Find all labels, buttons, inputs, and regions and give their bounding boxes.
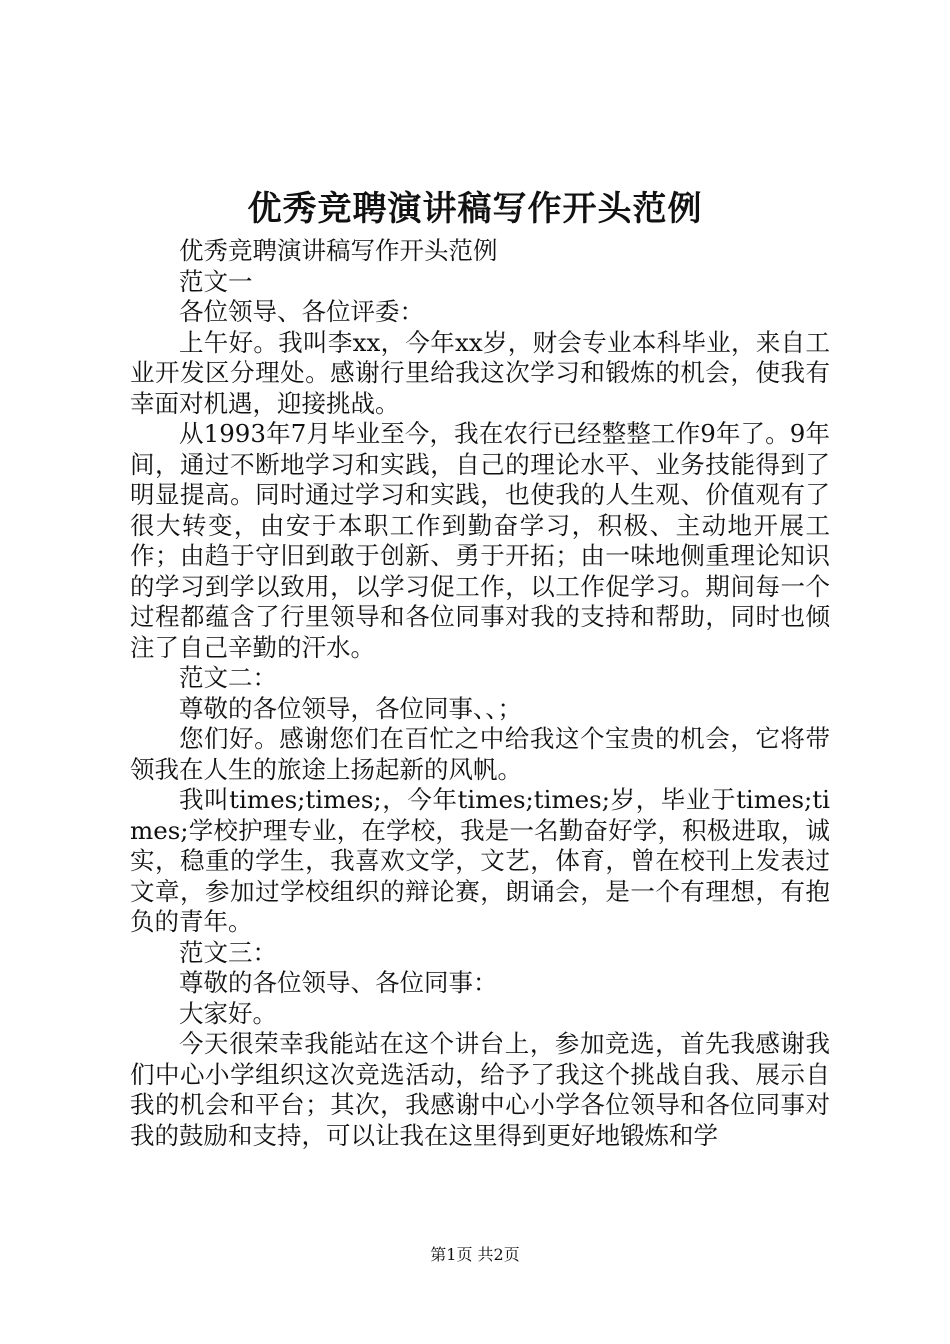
paragraph-heading-sample-1: 范文一 — [179, 266, 253, 296]
paragraph-body: 我叫times;times;，今年times;times;岁，毕业于times;times;学校护理专业，在学校，我是一名勤奋好学，积极进取，诚实，稳重的学生，我喜欢文学，文艺，体育，曾在校刊上发表过文章，参加过学校组织的辩论赛，朗诵会，是一个有理想，有抱负的青年。 — [130, 785, 830, 936]
document-title: 优秀竞聘演讲稿写作开头范例 — [247, 189, 703, 229]
paragraph-body: 您们好。感谢您们在百忙之中给我这个宝贵的机会，它将带领我在人生的旅途上扬起新的风帆。 — [130, 724, 830, 784]
paragraph-salutation-2: 尊敬的各位领导，各位同事、、； — [179, 693, 522, 723]
paragraph-body: 今天很荣幸我能站在这个讲台上，参加竞选，首先我感谢我们中心小学组织这次竞选活动，给予了我这个挑战自我、展示自我的机会和平台；其次，我感谢中心小学各位领导和各位同事对我的鼓励和支持，可以让我在这里得到更好地锻炼和学 — [130, 1029, 830, 1150]
paragraph-subtitle: 优秀竞聘演讲稿写作开头范例 — [179, 236, 498, 265]
paragraph-heading-sample-2: 范文二： — [179, 663, 277, 692]
paragraph-body: 从1993年7月毕业至今，我在农行已经整整工作9年了。9年间，通过不断地学习和实践，自己的理论水平、业务技能得到了明显提高。同时通过学习和实践，也使我的人生观、价值观有了很大转变，由安于本职工作到勤奋学习，积极、主动地开展工作；由趋于守旧到敢于创新、勇于开拓；由一味地侧重理论知识的学习到学以致用，以学习促工作，以工作促学习。期间每一个过程都蕴含了行里领导和各位同事对我的支持和帮助，同时也倾注了自己辛勤的汗水。 — [130, 419, 830, 662]
paragraph-salutation-3: 尊敬的各位领导、各位同事： — [179, 968, 498, 997]
paragraph-salutation-1: 各位领导、各位评委： — [179, 297, 424, 326]
document-body — [130, 236, 830, 1151]
paragraph-greeting: 大家好。 — [179, 998, 277, 1028]
page-number-footer: 第1页 共2页 — [430, 1245, 520, 1264]
paragraph-heading-sample-3: 范文三： — [179, 937, 277, 967]
paragraph-body: 上午好。我叫李xx，今年xx岁，财会专业本科毕业，来自工业开发区分理处。感谢行里给我这次学习和锻炼的机会，使我有幸面对机遇，迎接挑战。 — [130, 327, 830, 418]
